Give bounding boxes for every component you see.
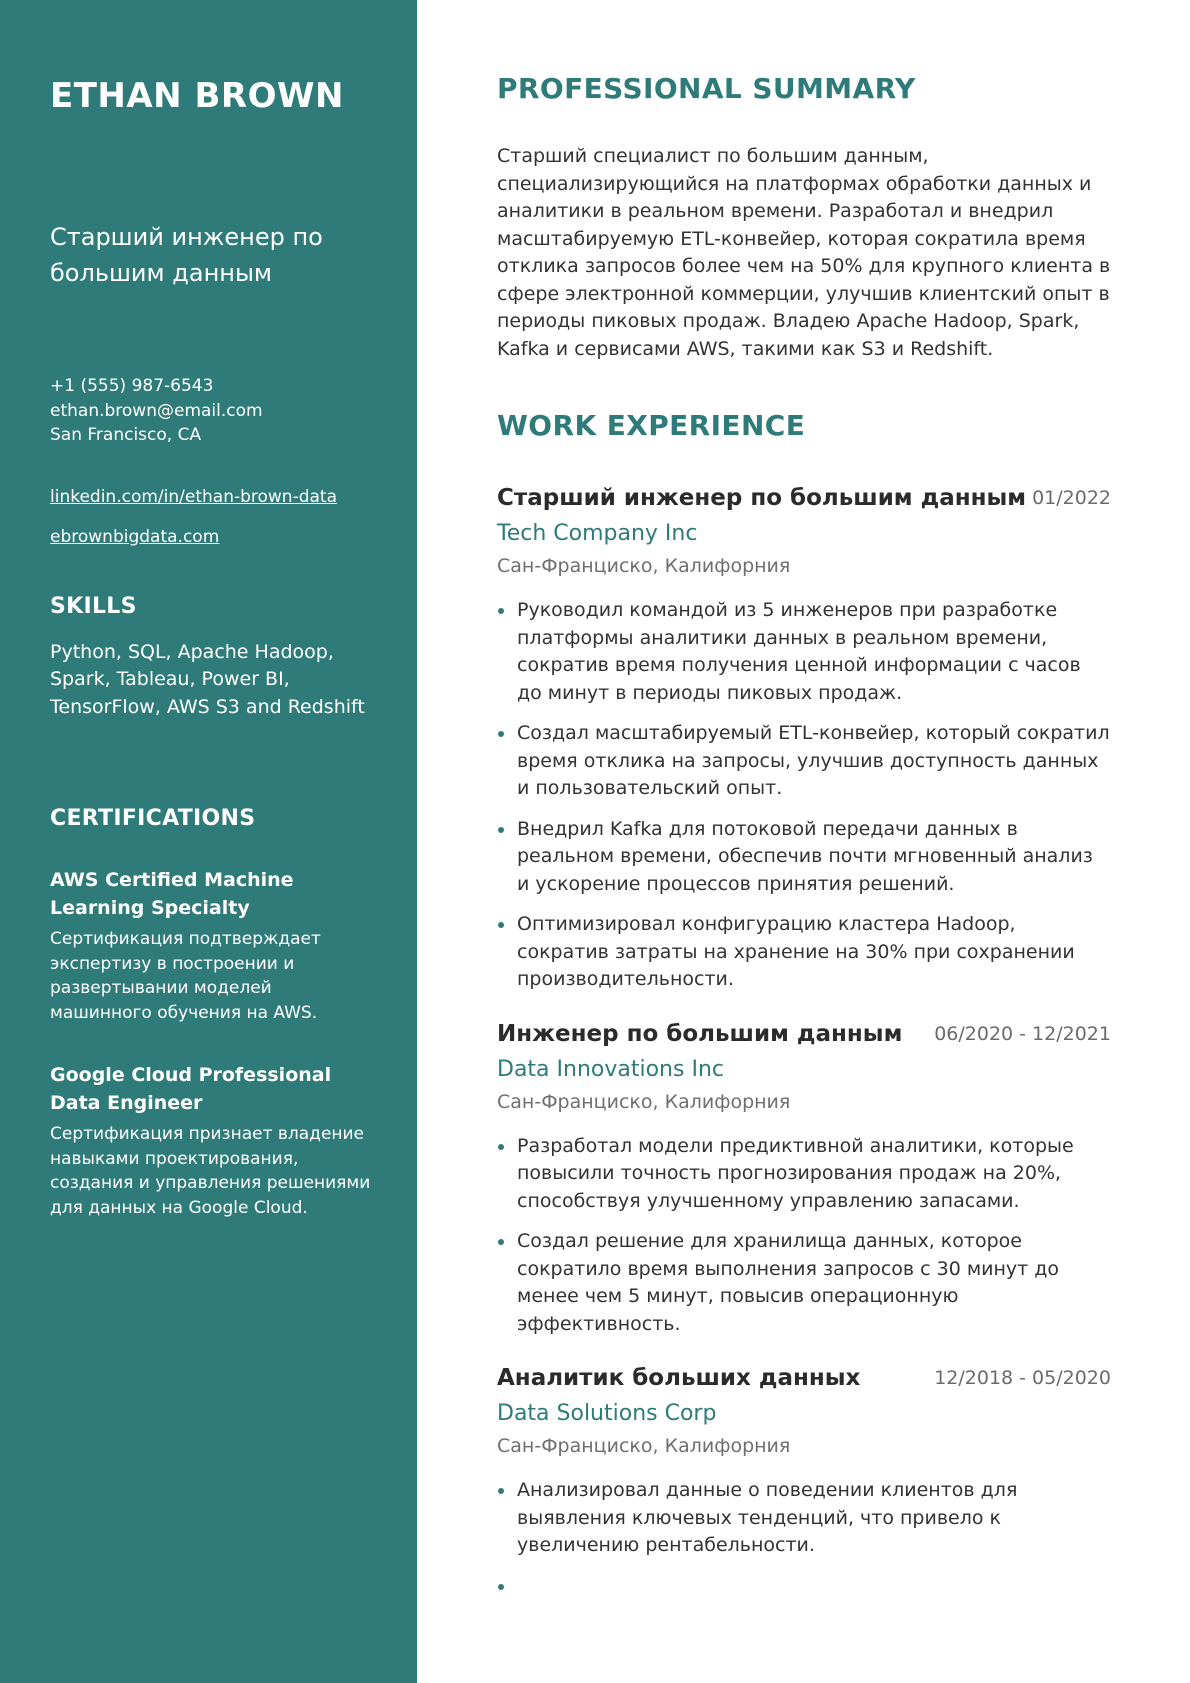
job-title: Старший инженер по большим данным (497, 485, 1027, 511)
empty-bullet-item (497, 1573, 1111, 1600)
profile-links (50, 485, 373, 549)
bullet-dot-icon (498, 1584, 504, 1590)
website-link[interactable]: ebrownbigdata.com (50, 526, 220, 547)
job-date: 06/2020 - 12/2021 (934, 1022, 1111, 1045)
bullet-item: Оптимизировал конфигурацию кластера Hadoop, сократив затраты на хранение на 30% при сохранении производительности. (497, 911, 1111, 994)
sidebar (0, 0, 417, 1683)
email-address: ethan.brown@email.com (50, 400, 263, 421)
location-text: San Francisco, CA (50, 425, 202, 445)
company-name: Data Solutions Corp (497, 1401, 717, 1426)
work-experience-heading: WORK EXPERIENCE (497, 409, 806, 442)
candidate-name: ETHAN BROWN (50, 76, 344, 116)
job-date: 01/2022 (1032, 487, 1111, 509)
bullet-item: Создал решение для хранилища данных, которое сократило время выполнения запросов с 30 минут до менее чем 5 минут, повысив операционную эффективность. (497, 1228, 1111, 1338)
job-title: Аналитик больших данных (497, 1365, 861, 1391)
summary-text: Старший специалист по большим данным, специализирующийся на платформах обработки данных и аналитики в реальном времени. Разработал и внедрил масштабируемую ETL-конвейер, которая сократила время отклика запросов более чем на 50% для крупного клиента в сфере электронной коммерции, улучшив клиентский опыт в периоды пиковых продаж. Владею Apache Hadoop, Spark, Kafka и сервисами AWS, такими как S3 и Redshift. (497, 145, 1111, 360)
bullet-item: Руководил командой из 5 инженеров при разработке платформы аналитики данных в реальном времени, сократив время получения ценной информации с часов до минут в периоды пиковых продаж. (497, 597, 1111, 707)
company-name: Data Innovations Inc (497, 1056, 724, 1082)
candidate-role: Старший инженер по большим данным (50, 223, 323, 287)
company-name: Tech Company Inc (497, 521, 698, 546)
skills-heading: SKILLS (50, 593, 137, 619)
bullet-item: Разработал модели предиктивной аналитики, которые повысили точность прогнозирования продаж на 20%, способствуя улучшенному управлению запасами. (497, 1133, 1111, 1216)
job-date: 12/2018 - 05/2020 (934, 1367, 1111, 1389)
bullet-item: Анализировал данные о поведении клиентов для выявления ключевых тенденций, что привело к увеличению рентабельности. (497, 1477, 1111, 1560)
job-bullets (497, 1133, 1111, 1339)
certification-description: Сертификация подтверждает экспертизу в построении и развертывании моделей машинного обучения на AWS. (50, 929, 321, 1023)
bullet-item: Создал масштабируемый ETL-конвейер, который сократил время отклика на запросы, улучшив доступность данных и пользовательский опыт. (497, 720, 1111, 803)
job-location: Сан-Франциско, Калифорния (497, 555, 791, 577)
job-entry (497, 1018, 1111, 1339)
job-location: Сан-Франциско, Калифорния (497, 1435, 791, 1457)
certification-item (50, 1062, 373, 1220)
job-title: Инженер по большим данным (497, 1020, 903, 1047)
contact-info (50, 374, 373, 448)
bullet-item: Внедрил Kafka для потоковой передачи данных в реальном времени, обеспечив почти мгновенный анализ и ускорение процессов принятия решений. (497, 816, 1111, 899)
job-bullets (497, 1477, 1111, 1560)
main-content (417, 0, 1190, 1683)
linkedin-link[interactable]: linkedin.com/in/ethan-brown-data (50, 486, 338, 507)
summary-heading: PROFESSIONAL SUMMARY (497, 72, 916, 105)
certifications-heading: CERTIFICATIONS (50, 806, 256, 831)
certification-title: Google Cloud Professional Data Engineer (50, 1064, 332, 1114)
certification-description: Сертификация признает владение навыками проектирования, создания и управления решениями для данных на Google Cloud. (50, 1124, 371, 1218)
job-location: Сан-Франциско, Калифорния (497, 1090, 791, 1113)
skills-list: Python, SQL, Apache Hadoop, Spark, Tableau, Power BI, TensorFlow, AWS S3 and Redshift (50, 640, 365, 718)
phone-number: +1 (555) 987-6543 (50, 376, 214, 396)
certification-item (50, 867, 373, 1025)
certification-title: AWS Certified Machine Learning Specialty (50, 869, 294, 919)
job-entry (497, 1362, 1111, 1600)
job-bullets (497, 597, 1111, 994)
job-entry (497, 482, 1111, 994)
